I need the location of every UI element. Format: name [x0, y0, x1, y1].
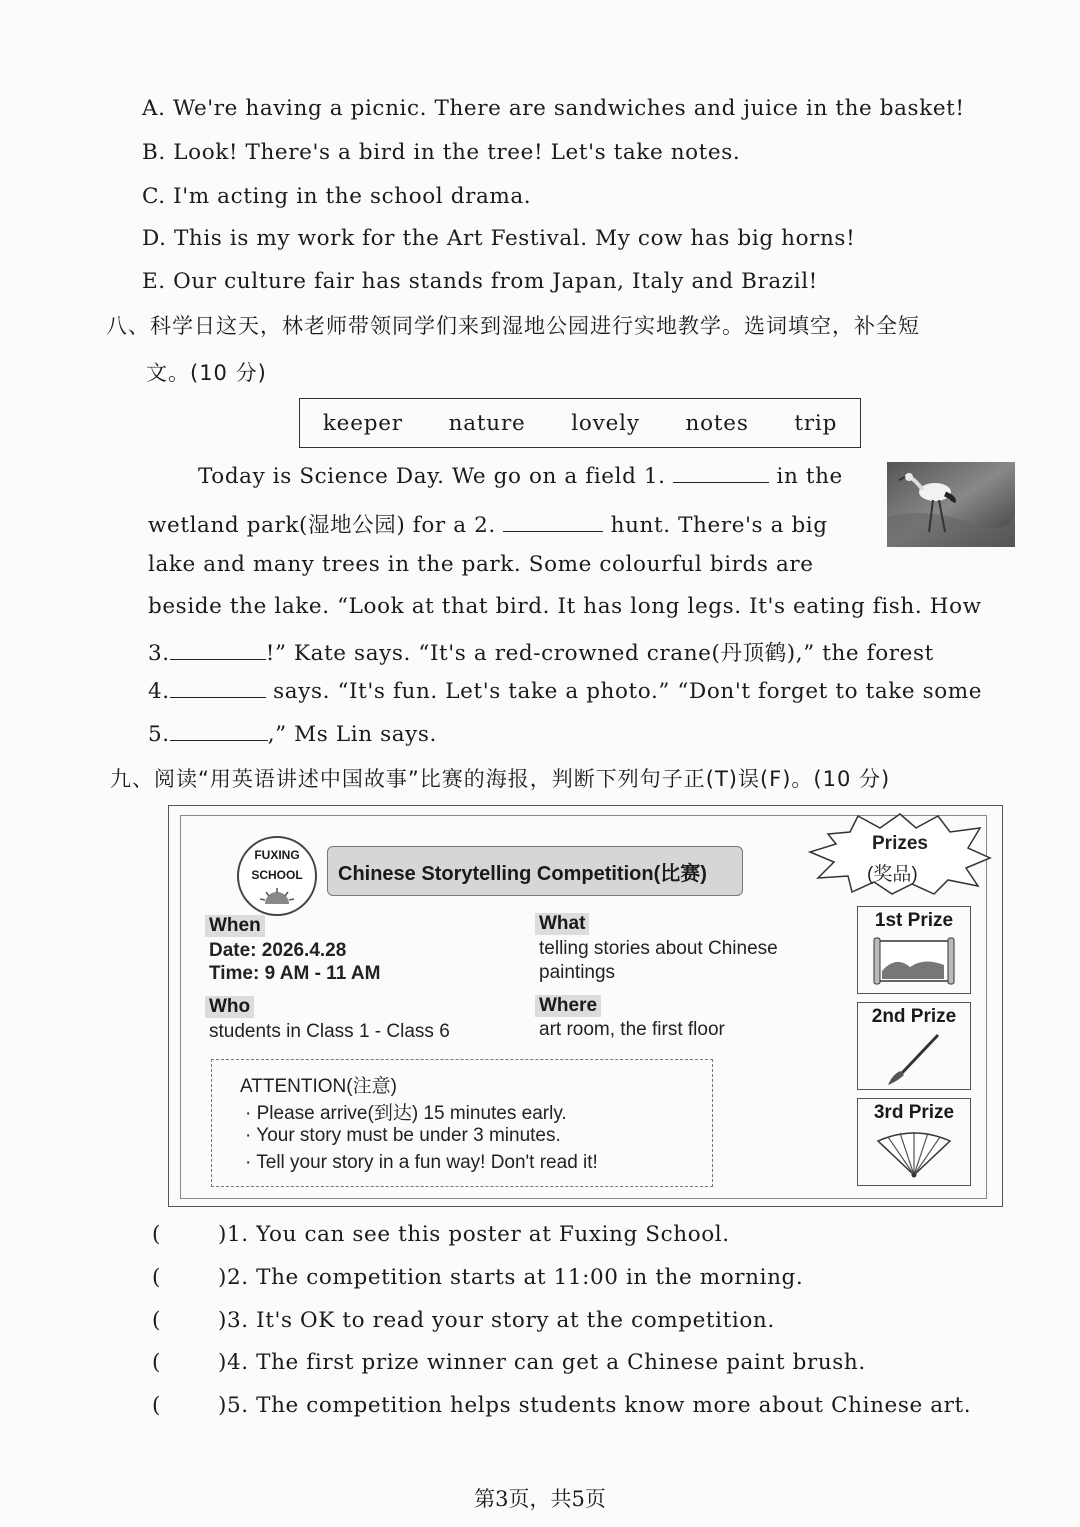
option-c: C. I'm acting in the school drama. [142, 184, 532, 209]
what-line1: telling stories about Chinese [539, 938, 778, 959]
school-logo [237, 836, 317, 916]
passage-line5-b: !” Kate says. “It's a red-crowned crane(丹顶鹤),” the forest [265, 641, 934, 666]
passage-line6-a: 4. [148, 679, 170, 704]
question-4-text: )4. The first prize winner can get a Chinese paint brush. [218, 1350, 866, 1375]
page-footer: 第3页，共5页 [474, 1487, 606, 1511]
blank-2[interactable] [503, 513, 603, 532]
question-1-text: )1. You can see this poster at Fuxing School. [218, 1222, 730, 1247]
prize-3-card [857, 1098, 971, 1186]
attention-item-1: · Please arrive(到达) 15 minutes early. [245, 1103, 567, 1124]
school-logo-line1: FUXING [254, 848, 300, 862]
prizes-title: Prizes [872, 833, 928, 854]
option-e: E. Our culture fair has stands from Japan, Italy and Brazil! [142, 269, 818, 294]
prize-1-label: 1st Prize [874, 910, 954, 931]
paint-brush-icon [878, 1031, 948, 1087]
question-4 [152, 1350, 866, 1375]
blank-3[interactable] [170, 641, 266, 660]
who-label: Who [205, 996, 254, 1018]
option-d: D. This is my work for the Art Festival. My cow has big horns! [142, 226, 856, 251]
passage-line5 [148, 636, 934, 667]
prize-3-label: 3rd Prize [873, 1102, 955, 1123]
passage-line1-b: in the [776, 464, 843, 489]
question-2 [152, 1265, 803, 1290]
answer-paren-1[interactable]: ( [152, 1222, 161, 1247]
when-time: Time: 9 AM - 11 AM [209, 963, 381, 984]
word-bank [299, 398, 861, 448]
passage-line5-a: 3. [148, 641, 170, 666]
passage-line2-b: hunt. There's a big [610, 513, 828, 538]
passage-line2-a: wetland park(湿地公园) for a 2. [148, 513, 496, 538]
prizes-cn: (奖品) [867, 864, 918, 885]
passage-line7-b: ,” Ms Lin says. [267, 722, 437, 747]
passage-line7-a: 5. [148, 722, 170, 747]
question-3 [152, 1308, 775, 1333]
word-lovely: lovely [571, 410, 640, 436]
where-label: Where [535, 995, 601, 1017]
section8-title-line2: 文。(10 分) [146, 361, 267, 385]
what-label: What [535, 913, 589, 935]
attention-item-2: · Your story must be under 3 minutes. [245, 1125, 561, 1146]
passage-line6 [148, 679, 982, 704]
passage-line4: beside the lake. “Look at that bird. It has long legs. It's eating fish. How [148, 594, 982, 619]
passage-line2 [148, 508, 828, 539]
prize-1-card [857, 906, 971, 994]
answer-paren-2[interactable]: ( [152, 1265, 161, 1290]
blank-1[interactable] [673, 464, 769, 483]
word-trip: trip [794, 410, 838, 436]
school-logo-line2: SCHOOL [251, 868, 303, 882]
competition-banner [327, 846, 743, 896]
where-text: art room, the first floor [539, 1019, 725, 1040]
answer-paren-4[interactable]: ( [152, 1350, 161, 1375]
passage-line1 [198, 464, 843, 489]
painting-scroll-icon [872, 935, 956, 987]
what-line2: paintings [539, 962, 616, 983]
sun-icon [257, 886, 297, 906]
question-5 [152, 1393, 971, 1418]
prize-2-label: 2nd Prize [871, 1006, 957, 1027]
passage-line3: lake and many trees in the park. Some colourful birds are [148, 552, 814, 577]
who-text: students in Class 1 - Class 6 [209, 1021, 450, 1042]
word-nature: nature [448, 410, 526, 436]
passage-line1-a: Today is Science Day. We go on a field 1. [198, 464, 666, 489]
section8-title-line1: 八、科学日这天，林老师带领同学们来到湿地公园进行实地教学。选词填空，补全短 [106, 314, 920, 338]
blank-5[interactable] [170, 722, 268, 741]
answer-paren-3[interactable]: ( [152, 1308, 161, 1333]
competition-title: Chinese Storytelling Competition(比赛) [338, 862, 707, 885]
crane-photo [887, 462, 1015, 547]
word-keeper: keeper [322, 410, 403, 436]
blank-4[interactable] [170, 679, 266, 698]
when-label: When [205, 915, 265, 937]
question-1 [152, 1222, 730, 1247]
passage-line7 [148, 722, 437, 747]
answer-paren-5[interactable]: ( [152, 1393, 161, 1418]
question-2-text: )2. The competition starts at 11:00 in the morning. [218, 1265, 804, 1290]
option-a: A. We're having a picnic. There are sandwiches and juice in the basket! [142, 96, 965, 121]
attention-title: ATTENTION(注意) [240, 1076, 397, 1097]
section9-title: 九、阅读“用英语讲述中国故事”比赛的海报，判断下列句子正(T)误(F)。(10 分) [110, 767, 891, 791]
when-date: Date: 2026.4.28 [209, 940, 347, 961]
attention-item-3: · Tell your story in a fun way! Don't read it! [245, 1152, 598, 1173]
question-3-text: )3. It's OK to read your story at the competition. [218, 1308, 775, 1333]
option-b: B. Look! There's a bird in the tree! Let's take notes. [142, 140, 741, 165]
passage-line6-b: says. “It's fun. Let's take a photo.” “Don't forget to take some [273, 679, 983, 704]
prize-2-card [857, 1002, 971, 1090]
question-5-text: )5. The competition helps students know more about Chinese art. [218, 1393, 972, 1418]
word-notes: notes [685, 410, 749, 436]
folding-fan-icon [874, 1129, 954, 1179]
